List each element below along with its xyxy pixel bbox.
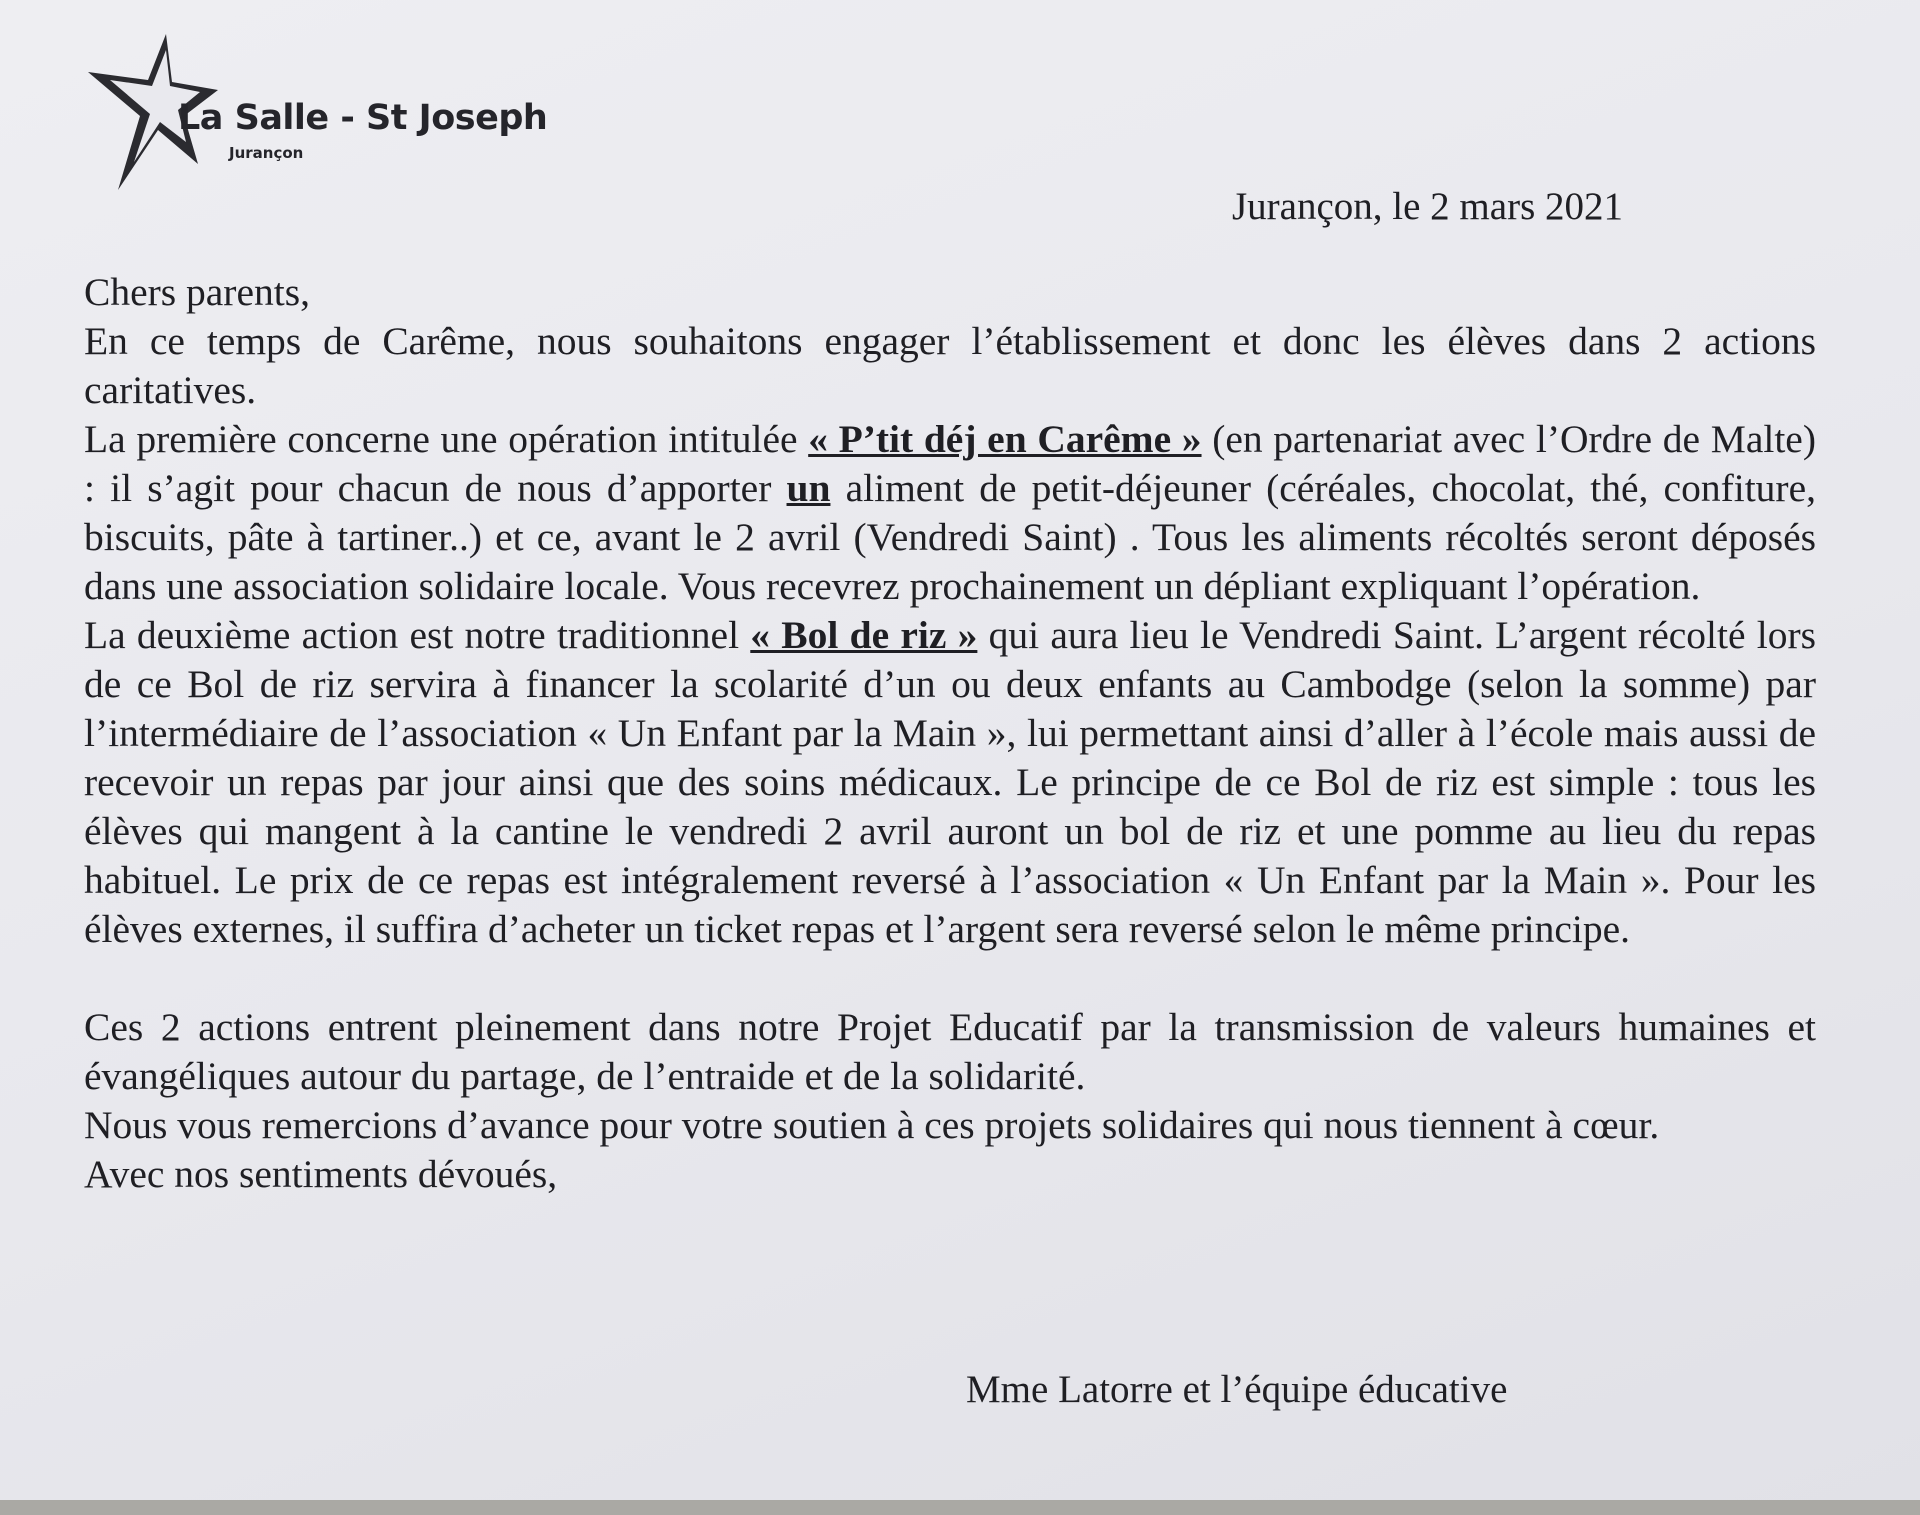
action2-after: qui aura lieu le Vendredi Saint. L’argent récolté lors de ce Bol de riz servira à financer la scolarité d’un ou deux enfants au Cambodge (selon la somme) par l’intermédiaire de l’association « Un Enfant par la Main », lui permettant ainsi d’aller à l’école mais aussi de recevoir un repas par jour ainsi que des soins médicaux. Le principe de ce Bol de riz est simple : tous les élèves qui mangent à la cantine le vendredi 2 avril auront un bol de riz et une pomme au lieu du repas habituel. Le prix de ce repas est intégralement reversé à l’association « Un Enfant par la Main ». Pour les élèves externes, il suffira d’acheter un ticket repas et l’argent sera reversé selon le même principe. [84,613,1816,951]
action2-before: La deuxième action est notre traditionnel [84,613,751,657]
action1-before: La première concerne une opération intitulée [84,417,809,461]
thanks-paragraph: Nous vous remercions d’avance pour votre soutien à ces projets solidaires qui nous tiennent à cœur. [84,1103,1660,1147]
action1-emphasis: un [786,466,831,510]
logo-school-name: La Salle - St Joseph [178,98,548,138]
action2-paragraph [84,611,1816,954]
letter-body [84,268,1816,1199]
action1-after: aliment de petit-déjeuner (céréales, chocolat, thé, confiture, biscuits, pâte à tartiner..) et ce, avant le 2 avril (Vendredi Saint) . Tous les aliments récoltés seront déposés dans une association solidaire locale. Vous recevrez prochainement un dépliant expliquant l’opération. [84,466,1816,608]
closing-line: Avec nos sentiments dévoués, [84,1152,558,1196]
action1-paragraph [84,415,1816,611]
logo-town: Jurançon [229,144,304,162]
conclusion-paragraph: Ces 2 actions entrent pleinement dans notre Projet Educatif par la transmission de valeurs humaines et évangéliques autour du partage, de l’entraide et de la solidarité. [84,1005,1816,1098]
signature: Mme Latorre et l’équipe éducative [966,1368,1508,1411]
action2-title: « Bol de riz » [750,613,978,657]
action1-middle: (en partenariat avec l’Ordre de Malte) : il s’agit pour chacun de nous d’apporter [84,417,1816,510]
school-logo [88,30,548,200]
greeting: Chers parents, [84,270,310,314]
page-bottom-edge [0,1500,1920,1515]
action1-title: « P’tit déj en Carême » [808,417,1202,461]
letter-date: Jurançon, le 2 mars 2021 [1232,185,1623,228]
intro-paragraph: En ce temps de Carême, nous souhaitons engager l’établissement et donc les élèves dans 2 actions caritatives. [84,319,1816,412]
